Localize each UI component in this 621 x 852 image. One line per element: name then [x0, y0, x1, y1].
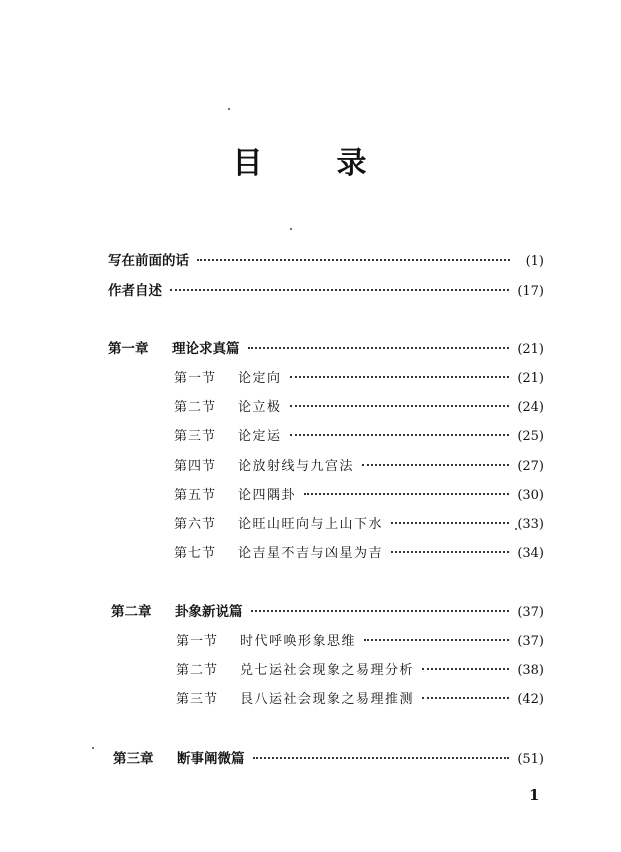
section-number: 第一节	[176, 634, 219, 649]
section-number: 第二节	[176, 663, 219, 678]
section-page: (34)	[517, 546, 544, 561]
chapter-number: 第三章	[113, 751, 154, 767]
toc-section[interactable]	[174, 425, 544, 444]
dot-leader	[170, 289, 509, 291]
toc-section[interactable]	[176, 630, 544, 649]
entry-page: (17)	[517, 284, 544, 299]
section-title: 时代呼唤形象思维	[240, 634, 357, 649]
section-title: 艮八运社会现象之易理推测	[240, 692, 415, 707]
dot-leader	[362, 464, 509, 466]
dot-leader	[290, 376, 510, 378]
scan-speck	[92, 747, 94, 749]
dot-leader	[422, 668, 509, 670]
section-number: 第五节	[174, 488, 217, 503]
section-title: 兑七运社会现象之易理分析	[240, 663, 415, 678]
dot-leader	[290, 434, 510, 436]
section-page: (30)	[517, 488, 544, 503]
section-page: (38)	[517, 663, 544, 678]
section-title: 论定运	[238, 429, 282, 444]
section-number: 第六节	[174, 517, 217, 532]
section-number: 第三节	[174, 429, 217, 444]
section-page: (27)	[517, 459, 544, 474]
toc-section[interactable]	[174, 396, 544, 415]
section-page: (24)	[517, 400, 544, 415]
chapter-page: (37)	[517, 605, 544, 620]
toc-section[interactable]	[174, 367, 544, 386]
section-page: (21)	[517, 371, 544, 386]
section-title: 论旺山旺向与上山下水	[238, 517, 384, 532]
dot-leader	[251, 610, 510, 612]
dot-leader	[391, 551, 509, 553]
toc-entry-author-preface[interactable]	[108, 279, 544, 299]
dot-leader	[197, 259, 510, 261]
section-number: 第一节	[174, 371, 217, 386]
section-number: 第七节	[174, 546, 217, 561]
dot-leader	[364, 639, 509, 641]
toc-section[interactable]	[176, 659, 544, 678]
dot-leader	[391, 522, 509, 524]
chapter-number: 第一章	[108, 341, 149, 357]
dot-leader	[248, 347, 510, 349]
section-title: 论立极	[238, 400, 282, 415]
section-title: 论放射线与九宫法	[238, 459, 355, 474]
scan-speck	[290, 228, 292, 230]
toc-section[interactable]	[174, 455, 544, 474]
section-title: 论吉星不吉与凶星为吉	[238, 546, 384, 561]
toc-chapter-3[interactable]	[113, 747, 544, 767]
dot-leader	[304, 493, 509, 495]
toc-chapter-1[interactable]	[108, 337, 544, 357]
entry-title: 作者自述	[108, 283, 162, 299]
dot-leader	[253, 757, 510, 759]
chapter-title: 理论求真篇	[172, 341, 240, 357]
chapter-page: (21)	[517, 342, 544, 357]
dot-leader	[422, 697, 509, 699]
entry-title: 写在前面的话	[108, 253, 189, 269]
section-page: (37)	[517, 634, 544, 649]
toc-section[interactable]	[176, 688, 544, 707]
page-number: 1	[529, 786, 540, 804]
section-number: 第三节	[176, 692, 219, 707]
chapter-page: (51)	[517, 752, 544, 767]
toc-chapter-2[interactable]	[111, 600, 544, 620]
scan-speck	[228, 108, 230, 110]
section-title: 论四隅卦	[238, 488, 297, 503]
dot-leader	[290, 405, 510, 407]
toc-section[interactable]	[174, 484, 544, 503]
entry-page: (1)	[525, 254, 544, 269]
page-title: 目 录	[232, 146, 389, 181]
toc-section[interactable]	[174, 513, 544, 532]
scan-speck	[515, 528, 517, 530]
chapter-number: 第二章	[111, 604, 152, 620]
section-number: 第二节	[174, 400, 217, 415]
chapter-title: 断事阐微篇	[177, 751, 245, 767]
section-page: (42)	[517, 692, 544, 707]
section-number: 第四节	[174, 459, 217, 474]
toc-entry-foreword[interactable]	[108, 249, 544, 269]
section-title: 论定向	[238, 371, 282, 386]
chapter-title: 卦象新说篇	[175, 604, 243, 620]
toc-section[interactable]	[174, 542, 544, 561]
section-page: (33)	[517, 517, 544, 532]
section-page: (25)	[517, 429, 544, 444]
